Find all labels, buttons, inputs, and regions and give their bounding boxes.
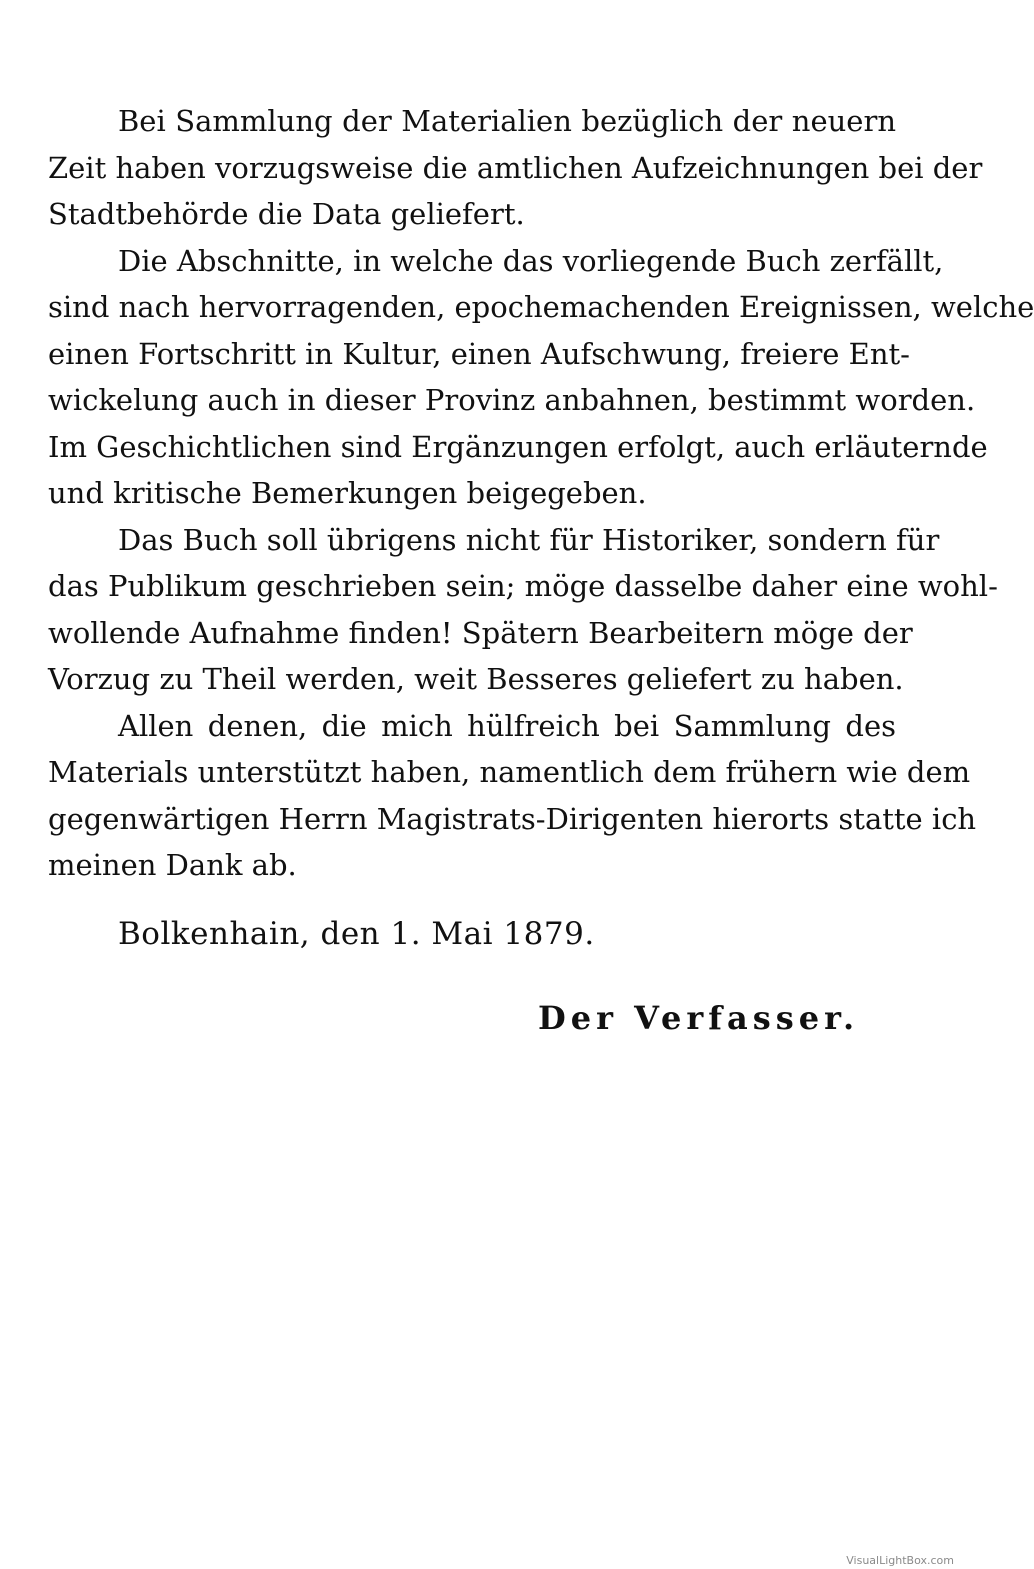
- author-signature: Der Verfasser.: [538, 999, 860, 1037]
- text-line: Die Abschnitte, in welche das vorliegende Buch zerfällt,: [118, 243, 944, 278]
- text-line: wollende Aufnahme finden! Spätern Bearbeitern möge der: [48, 615, 913, 650]
- watermark-text: VisualLightBox.com: [846, 1554, 954, 1567]
- text-line: Materials unterstützt haben, namentlich dem frühern wie dem: [48, 755, 971, 789]
- text-line: Stadtbehörde die Data geliefert.: [48, 197, 525, 231]
- text-line: gegenwärtigen Herrn Magistrats-Dirigenten hierorts statte ich: [48, 801, 977, 836]
- text-line: Im Geschichtlichen sind Ergänzungen erfolgt, auch erläuternde: [48, 429, 988, 464]
- text-line: meinen Dank ab.: [48, 848, 297, 882]
- text-line: wickelung auch in dieser Provinz anbahnen, bestimmt worden.: [48, 383, 976, 417]
- text-line: das Publikum geschrieben sein; möge dasselbe daher eine wohl-: [48, 569, 998, 603]
- text-line: und kritische Bemerkungen beigegeben.: [48, 476, 647, 510]
- text-line: Allen denen, die mich hülfreich bei Sammlung des: [118, 708, 896, 743]
- place-date-line: Bolkenhain, den 1. Mai 1879.: [118, 916, 595, 952]
- text-line: sind nach hervorragenden, epochemachenden Ereignissen, welche: [48, 290, 1034, 324]
- text-line: Bei Sammlung der Materialien bezüglich der neuern: [118, 104, 896, 138]
- text-line: Vorzug zu Theil werden, weit Besseres geliefert zu haben.: [48, 662, 904, 696]
- text-line: einen Fortschritt in Kultur, einen Aufschwung, freiere Ent-: [48, 336, 910, 371]
- text-line: Zeit haben vorzugsweise die amtlichen Aufzeichnungen bei der: [48, 150, 983, 185]
- preface-text: [48, 98, 1034, 889]
- text-line: Das Buch soll übrigens nicht für Historiker, sondern für: [118, 522, 940, 557]
